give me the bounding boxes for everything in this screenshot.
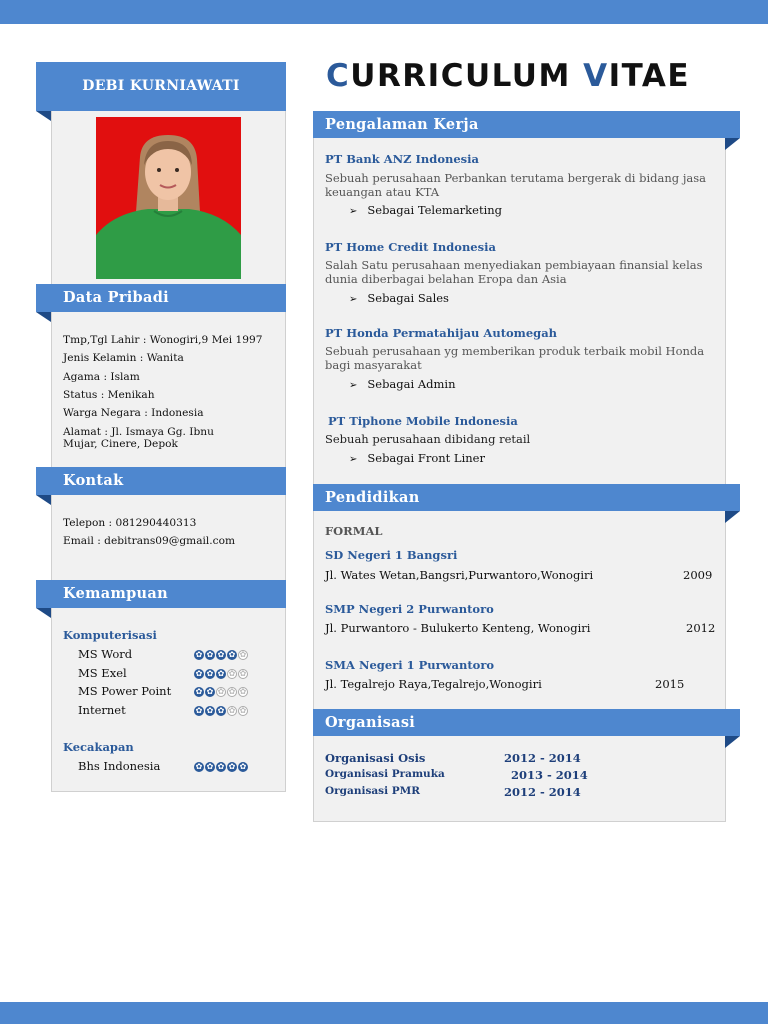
company-description: Sebuah perusahaan Perbankan terutama bergerak di bidang jasa keuangan atau KTA [325, 171, 707, 199]
company-name: PT Home Credit Indonesia [325, 240, 496, 254]
candidate-name: DEBI KURNIAWATI [36, 62, 286, 111]
rating-star-icon [205, 669, 215, 679]
skill-name: Internet [78, 703, 126, 717]
rating-star-icon [216, 706, 226, 716]
organization-years: 2013 - 2014 [511, 768, 588, 782]
skill-rating [194, 762, 248, 773]
personal-row: Jenis Kelamin : Wanita [63, 352, 184, 364]
organization-name: Organisasi Pramuka [325, 768, 445, 780]
personal-row: Mujar, Cinere, Depok [63, 438, 178, 450]
company-name: PT Tiphone Mobile Indonesia [328, 414, 518, 428]
organization-years: 2012 - 2014 [504, 785, 581, 799]
rating-star-icon [194, 762, 204, 772]
skill-rating [194, 687, 248, 698]
personal-row: Alamat : Jl. Ismaya Gg. Ibnu [63, 426, 214, 438]
arrow-bullet-icon: ➢ [349, 294, 358, 305]
skill-name: MS Word [78, 647, 133, 661]
rating-star-icon [227, 762, 237, 772]
school-address: Jl. Tegalrejo Raya,Tegalrejo,Wonogiri [325, 677, 542, 691]
rating-star-icon [216, 669, 226, 679]
organization-name: Organisasi PMR [325, 785, 420, 797]
arrow-bullet-icon: ➢ [349, 454, 358, 465]
bottom-accent-bar [0, 1002, 768, 1024]
skill-name: MS Exel [78, 666, 127, 680]
skill-name: Bhs Indonesia [78, 759, 161, 773]
rating-star-icon [216, 762, 226, 772]
kemampuan-heading: Kemampuan [36, 580, 286, 608]
school-address: Jl. Purwantoro - Bulukerto Kenteng, Wonogiri [325, 621, 591, 635]
arrow-bullet-icon: ➢ [349, 206, 358, 217]
school-name: SD Negeri 1 Bangsri [325, 548, 458, 562]
ribbon-fold-icon [36, 111, 51, 121]
pengalaman-heading: Pengalaman Kerja [313, 111, 740, 138]
organization-name: Organisasi Osis [325, 751, 426, 765]
kecakapan-label: Kecakapan [63, 740, 134, 754]
job-role: ➢ Sebagai Telemarketing [349, 203, 503, 217]
ribbon-fold-icon [725, 736, 740, 748]
rating-star-icon [238, 706, 248, 716]
school-name: SMA Negeri 1 Purwantoro [325, 658, 495, 672]
rating-star-icon [238, 762, 248, 772]
school-address: Jl. Wates Wetan,Bangsri,Purwantoro,Wonogiri [325, 568, 594, 582]
contact-phone: Telepon : 081290440313 [63, 517, 197, 529]
rating-star-icon [216, 687, 226, 697]
rating-star-icon [227, 650, 237, 660]
data-pribadi-heading: Data Pribadi [36, 284, 286, 312]
rating-star-icon [238, 687, 248, 697]
company-description: Sebuah perusahaan yg memberikan produk terbaik mobil Honda bagi masyarakat [325, 344, 705, 372]
page-title: CURRICULUM VITAE [326, 58, 691, 94]
ribbon-fold-icon [725, 138, 740, 150]
company-name: PT Bank ANZ Indonesia [325, 152, 479, 166]
skill-rating [194, 706, 248, 717]
skill-rating [194, 669, 248, 680]
ribbon-fold-icon [725, 511, 740, 523]
personal-row: Warga Negara : Indonesia [63, 407, 204, 419]
school-year: 2015 [655, 677, 685, 691]
top-accent-bar [0, 0, 768, 24]
kontak-heading: Kontak [36, 467, 286, 495]
job-role: ➢ Sebagai Admin [349, 377, 456, 391]
rating-star-icon [194, 706, 204, 716]
school-year: 2009 [683, 568, 713, 582]
rating-star-icon [205, 762, 215, 772]
ribbon-fold-icon [36, 495, 51, 505]
profile-photo [96, 117, 241, 279]
ribbon-fold-icon [36, 312, 51, 322]
job-role: ➢ Sebagai Front Liner [349, 451, 485, 465]
rating-star-icon [227, 669, 237, 679]
rating-star-icon [205, 650, 215, 660]
organization-years: 2012 - 2014 [504, 751, 581, 765]
contact-email: Email : debitrans09@gmail.com [63, 535, 236, 547]
rating-star-icon [227, 687, 237, 697]
personal-row: Status : Menikah [63, 389, 155, 401]
rating-star-icon [205, 687, 215, 697]
company-description: Salah Satu perusahaan menyediakan pembiayaan finansial kelas dunia diberbagai belahan Eropa dan Asia [325, 258, 703, 286]
skill-name: MS Power Point [78, 684, 172, 698]
rating-star-icon [194, 687, 204, 697]
rating-star-icon [227, 706, 237, 716]
rating-star-icon [216, 650, 226, 660]
komputerisasi-label: Komputerisasi [63, 628, 157, 642]
company-name: PT Honda Permatahijau Automegah [325, 326, 558, 340]
ribbon-fold-icon [36, 608, 51, 618]
rating-star-icon [194, 669, 204, 679]
school-year: 2012 [686, 621, 716, 635]
job-role: ➢ Sebagai Sales [349, 291, 449, 305]
rating-star-icon [238, 669, 248, 679]
personal-row: Agama : Islam [63, 371, 140, 383]
skill-rating [194, 650, 248, 661]
personal-row: Tmp,Tgl Lahir : Wonogiri,9 Mei 1997 [63, 334, 263, 346]
pendidikan-heading: Pendidikan [313, 484, 740, 511]
school-name: SMP Negeri 2 Purwantoro [325, 602, 494, 616]
arrow-bullet-icon: ➢ [349, 380, 358, 391]
rating-star-icon [238, 650, 248, 660]
formal-label: FORMAL [325, 524, 383, 538]
rating-star-icon [194, 650, 204, 660]
company-description: Sebuah perusahaan dibidang retail [325, 432, 531, 446]
organisasi-heading: Organisasi [313, 709, 740, 736]
rating-star-icon [205, 706, 215, 716]
person-portrait-icon [96, 117, 241, 279]
